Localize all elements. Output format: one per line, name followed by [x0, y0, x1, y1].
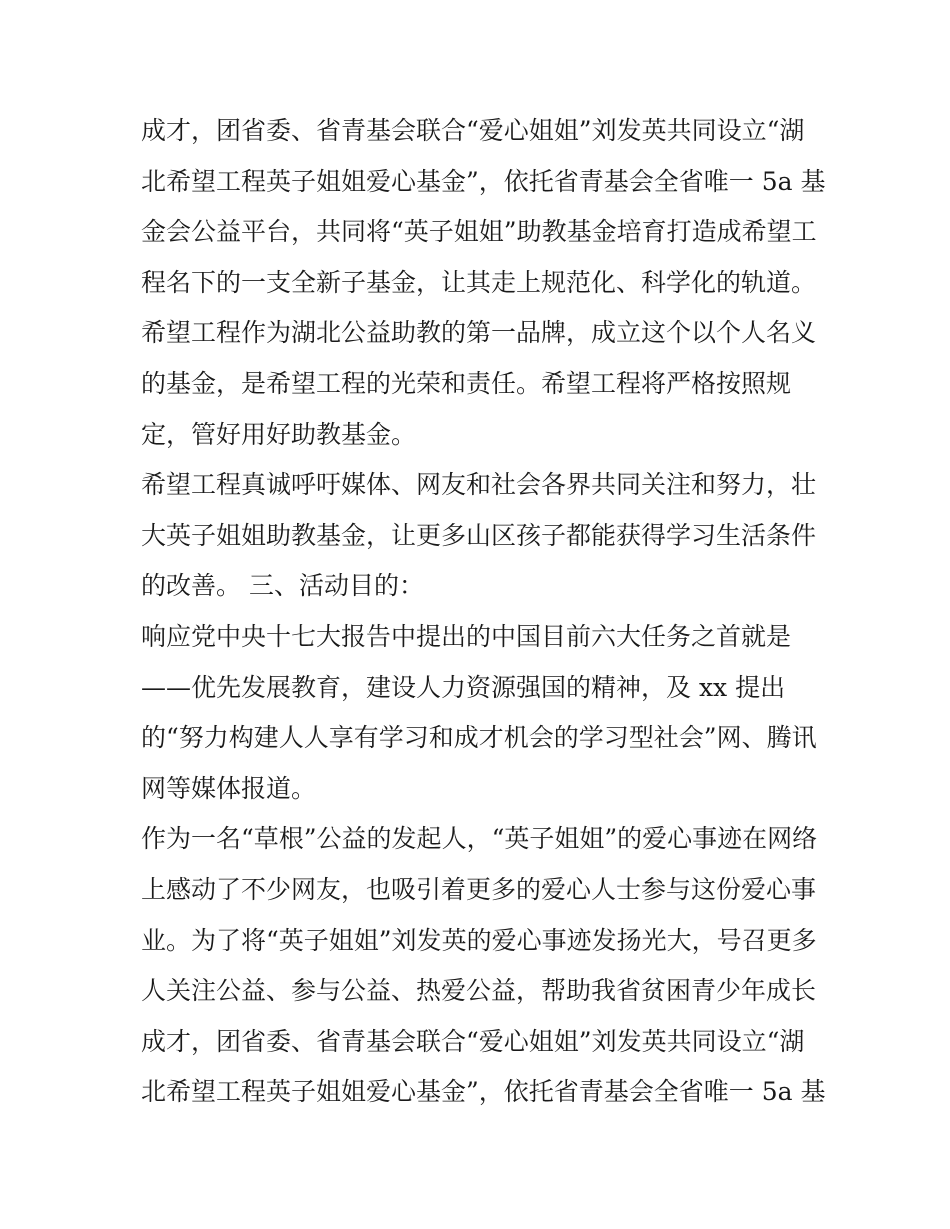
- text-line: 北希望工程英子姐姐爱心基金”，依托省青基会全省唯一 5a 基: [141, 166, 826, 196]
- text-line: 希望工程作为湖北公益助教的第一品牌，成立这个以个人名义: [141, 318, 817, 348]
- text-line: 网等媒体报道。: [141, 773, 317, 803]
- text-line: 的基金，是希望工程的光荣和责任。希望工程将严格按照规: [141, 368, 792, 398]
- text-line: 大英子姐姐助教基金，让更多山区孩子都能获得学习生活条件: [141, 520, 817, 550]
- text-line: 的“努力构建人人享有学习和成才机会的学习型社会”网、腾讯: [141, 723, 817, 753]
- text-line: 成才，团省委、省青基会联合“爱心姐姐”刘发英共同设立“湖: [141, 116, 805, 145]
- text-line: 响应党中央十七大报告中提出的中国目前六大任务之首就是: [141, 621, 792, 651]
- text-line: 业。为了将“英子姐姐”刘发英的爱心事迹发扬光大，号召更多: [141, 925, 817, 955]
- text-line: 定，管好用好助教基金。: [141, 419, 417, 449]
- text-line: ——优先发展教育，建设人力资源强国的精神，及 xx 提出: [141, 672, 786, 702]
- text-line: 程名下的一支全新子基金，让其走上规范化、科学化的轨道。: [141, 267, 817, 297]
- text-line: 的改善。 三、活动目的：: [141, 571, 424, 601]
- text-line: 人关注公益、参与公益、热爱公益，帮助我省贫困青少年成长: [141, 976, 817, 1006]
- text-line: 上感动了不少网友，也吸引着更多的爱心人士参与这份爱心事: [141, 874, 817, 904]
- body-text: [141, 106, 826, 1118]
- text-line: 成才，团省委、省青基会联合“爱心姐姐”刘发英共同设立“湖: [141, 1026, 805, 1056]
- text-line: 金会公益平台，共同将“英子姐姐”助教基金培育打造成希望工: [141, 217, 817, 247]
- text-line: 作为一名“草根”公益的发起人，“英子姐姐”的爱心事迹在网络: [141, 824, 818, 854]
- text-line: 北希望工程英子姐姐爱心基金”，依托省青基会全省唯一 5a 基: [141, 1077, 826, 1107]
- text-line: 希望工程真诚呼吁媒体、网友和社会各界共同关注和努力，壮: [141, 470, 817, 500]
